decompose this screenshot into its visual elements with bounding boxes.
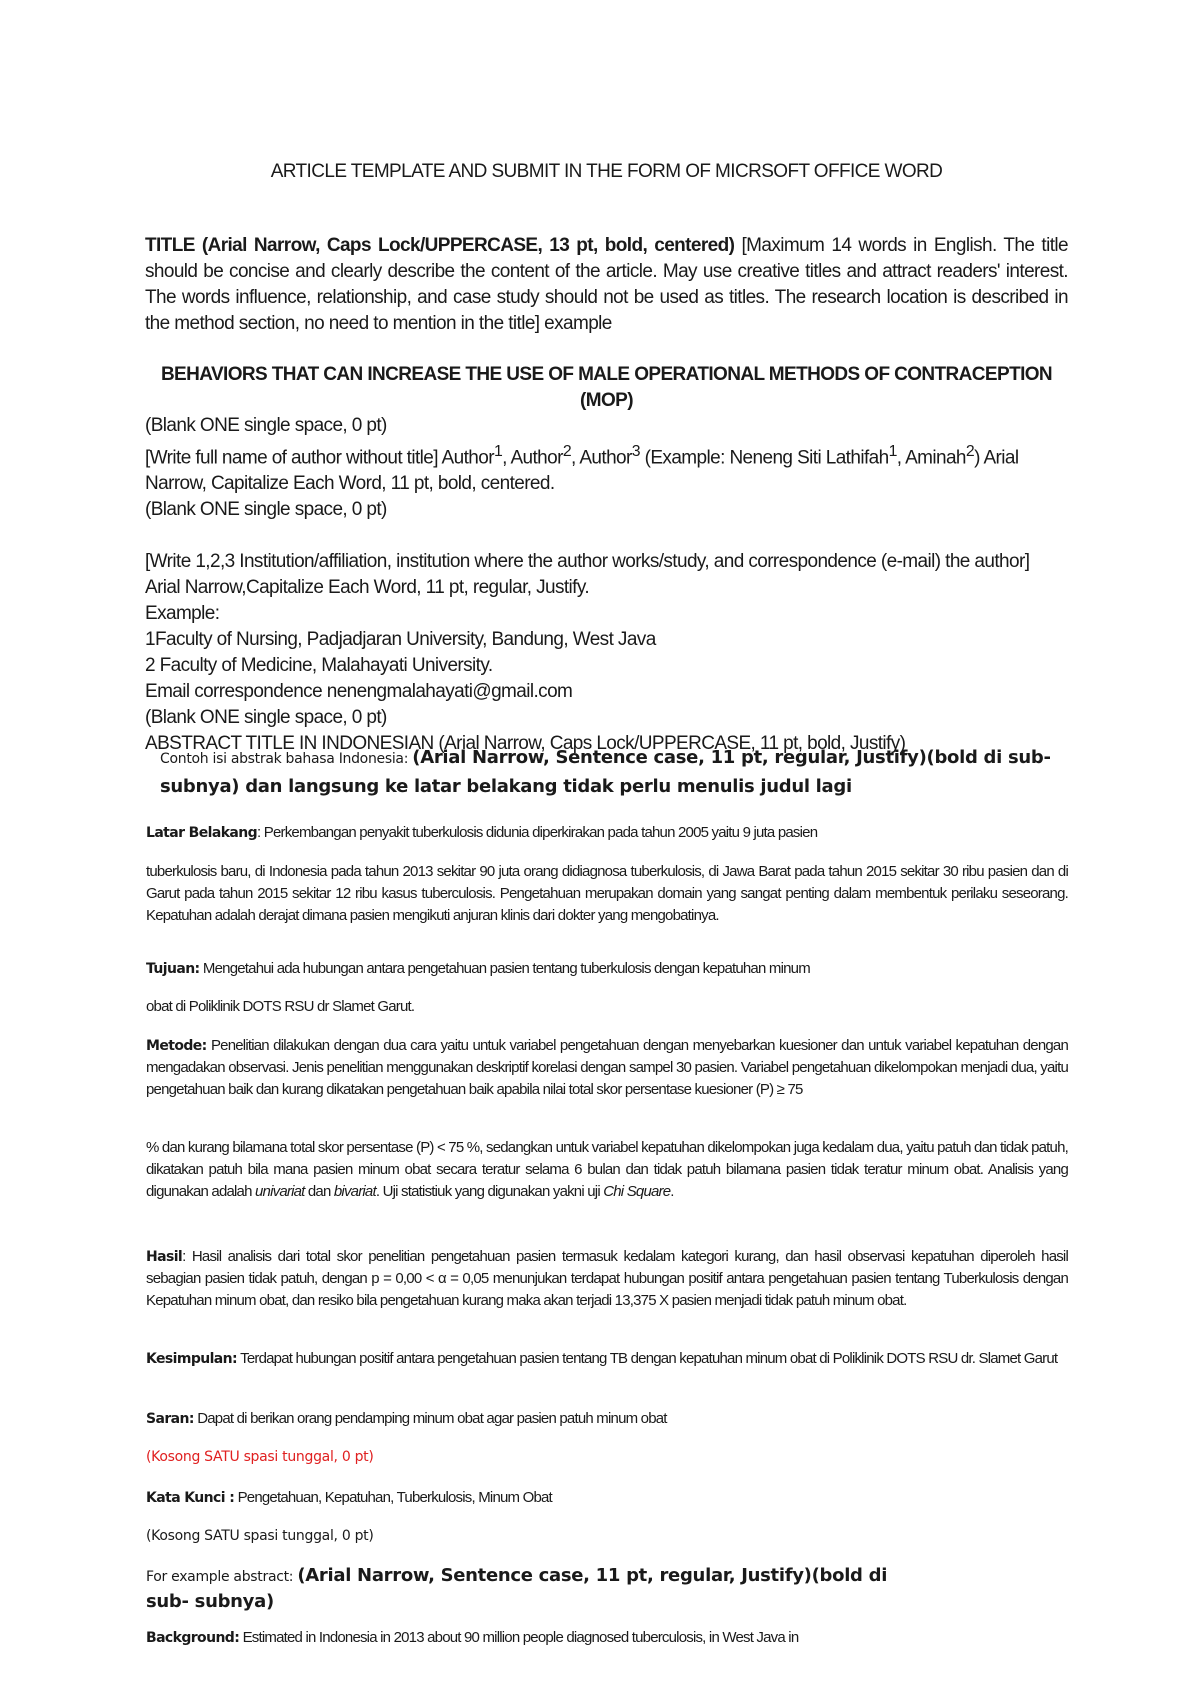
english-example-format-2: sub- subnya) (146, 1591, 274, 1612)
sup-2: 2 (562, 443, 572, 460)
chi-square-term: Chi Square (603, 1183, 671, 1200)
tujuan-line-2: obat di Poliklinik DOTS RSU dr Slamet Garut. (146, 998, 415, 1015)
institution-instruction: [Write 1,2,3 Institution/affiliation, institution where the author works/study, and correspondence (e-mail) the author] Arial Narrow,Capitalize Each Word, 11 pt, regular, Justify. (145, 551, 1030, 599)
title-instruction (145, 233, 1068, 337)
abstract-title-instruction: ABSTRACT TITLE IN INDONESIAN (Arial Narrow, Caps Lock/UPPERCASE, 11 pt, bold, Justify) (145, 733, 906, 755)
metode-label: Metode: (146, 1038, 207, 1054)
background-label: Background: (146, 1630, 240, 1646)
authors-text-d: (Example: Neneng Siti Lathifah (639, 447, 889, 469)
background-line (146, 1627, 1068, 1649)
kata-kunci-text: Pengetahuan, Kepatuhan, Tuberkulosis, Minum Obat (234, 1489, 552, 1506)
blank-line-2: (Blank ONE single space, 0 pt) (145, 499, 387, 521)
background-text: Estimated in Indonesia in 2013 about 90 million people diagnosed tuberculosis, in West Java in (239, 1629, 799, 1646)
authors-text-f: ) Arial Narrow, Capitalize Each Word, 11 pt, bold, centered. (145, 447, 1019, 495)
template-header: ARTICLE TEMPLATE AND SUBMIT IN THE FORM OF MICRSOFT OFFICE WORD (270, 161, 943, 182)
metode-paragraph-1 (146, 1035, 1068, 1101)
article-title: BEHAVIORS THAT CAN INCREASE THE USE OF MALE OPERATIONAL METHODS OF CONTRACEPTION (MOP) (160, 364, 1053, 411)
kata-kunci-label: Kata Kunci : (146, 1490, 235, 1506)
authors-line (145, 439, 1068, 497)
authors-text-e: , Aminah (896, 447, 966, 469)
sup-4: 1 (888, 443, 897, 460)
email-correspondence: Email correspondence nenengmalahayati@gmail.com (145, 681, 573, 703)
saran-label: Saran: (146, 1411, 194, 1427)
tujuan-text: Mengetahui ada hubungan antara pengetahuan pasien tentang tuberkulosis dengan kepatuhan minum (199, 960, 810, 977)
kata-kunci-line (146, 1487, 1068, 1509)
latar-belakang-text: : Perkembangan penyakit tuberkulosis didunia diperkirakan pada tahun 2005 yaitu 9 juta pasien (257, 824, 818, 841)
blank-line-3: (Blank ONE single space, 0 pt) (145, 707, 387, 729)
metode-text-2b: . Uji statistiuk yang digunakan yakni uji (375, 1183, 604, 1200)
metode-dan: dan (304, 1183, 334, 1200)
tujuan-label: Tujuan: (146, 961, 200, 977)
kesimpulan-paragraph (146, 1348, 1068, 1370)
title-instruction-bold: TITLE (Arial Narrow, Caps Lock/UPPERCASE, 13 pt, bold, centered) (145, 235, 735, 256)
indonesian-example-intro (160, 743, 1068, 801)
metode-text-1: Penelitian dilakukan dengan dua cara yaitu untuk variabel pengetahuan dengan menyebarkan kuesioner dan untuk variabel kepatuhan dengan mengadakan observasi. Jenis penelitian menggunakan deskriptif korelasi dengan sampel 30 pasien. Variabel pengetahuan dikelompokan menjadi dua, yaitu pengetahuan baik dan kurang dikatakan pengetahuan baik apabila nilai total skor persentase kuesioner (P) ≥ 75 (146, 1037, 1068, 1098)
kesimpulan-text: Terdapat hubungan positif antara pengetahuan pasien tentang TB dengan kepatuhan minum obat di Poliklinik DOTS RSU dr. Slamet Garut (237, 1350, 1058, 1367)
title-instruction-text: [Maximum 14 words in English. The title should be concise and clearly describe the content of the article. May use creative titles and attract readers' interest. The words influence, relationship, and case study should not be used as titles. The research location is described in the method section, no need to mention in the title] example (145, 235, 1068, 334)
authors-text-a: [Write full name of author without title] Author (145, 447, 494, 469)
english-example-intro (146, 1563, 1068, 1614)
latar-belakang-paragraph: tuberkulosis baru, di Indonesia pada tahun 2013 sekitar 90 juta orang didiagnosa tuberkulosis, di Jawa Barat pada tahun 2015 sekitar 30 ribu pasien dan di Garut pada tahun 2015 sekitar 12 ribu kasus tuberculosis. Pengetahuan merupakan domain yang sangat penting dalam membentuk perilaku seseorang. Kepatuhan adalah derajat dimana pasien mengikuti anjuran klinis dari dokter yang mengobatinya. (146, 863, 1068, 924)
sup-1: 1 (493, 443, 503, 460)
univariat-term: univariat (255, 1183, 305, 1200)
saran-text: Dapat di berikan orang pendamping minum obat agar pasien patuh minum obat (193, 1410, 667, 1427)
english-example-format-1: (Arial Narrow, Sentence case, 11 pt, regular, Justify)(bold di (297, 1565, 888, 1586)
latar-belakang-line (146, 822, 1068, 844)
blank-line-1: (Blank ONE single space, 0 pt) (145, 415, 387, 436)
hasil-paragraph (146, 1246, 1068, 1312)
affiliation-2: 2 Faculty of Medicine, Malahayati University. (145, 655, 493, 677)
metode-text-2a: % dan kurang bilamana total skor persentase (P) < 75 %, sedangkan untuk variabel kepatuhan dikelompokan juga kedalam dua, yaitu patuh dan tidak patuh, dikatakan patuh bila mana pasien minum obat secara teratur selama 6 bulan dan tidak patuh bilamana pasien tidak teratur minum obat. Analisis yang digunakan adalah (146, 1139, 1068, 1200)
authors-text-b: , Author (502, 447, 563, 469)
metode-end: . (670, 1183, 674, 1200)
english-example-lead: For example abstract: (146, 1569, 298, 1585)
meta-block (145, 413, 1068, 757)
kosong-red-note: (Kosong SATU spasi tunggal, 0 pt) (146, 1449, 374, 1465)
metode-paragraph-2 (146, 1137, 1068, 1203)
kesimpulan-label: Kesimpulan: (146, 1351, 238, 1367)
kosong-black-note: (Kosong SATU spasi tunggal, 0 pt) (146, 1528, 374, 1544)
example-label: Example: (145, 603, 220, 625)
indonesian-example-lead: Contoh isi abstrak bahasa Indonesia: (160, 751, 413, 767)
hasil-label: Hasil (146, 1249, 183, 1265)
sup-5: 2 (965, 443, 975, 460)
hasil-text: : Hasil analisis dari total skor penelitian pengetahuan pasien termasuk kedalam kategori kurang, dan hasil observasi kepatuhan diperoleh hasil sebagian pasien tidak patuh, dengan p = 0,00 < α = 0,05 menunjukan terdapat hubungan positif antara pengetahuan pasien tentang Tuberkulosis dengan Kepatuhan minum obat, dan resiko bila pengetahuan kurang maka akan terjadi 13,375 X pasien menjadi tidak patuh minum obat. (146, 1248, 1068, 1309)
tujuan-line (146, 958, 1068, 980)
sup-3: 3 (631, 443, 640, 460)
latar-belakang-label: Latar Belakang (146, 825, 258, 841)
affiliation-1: 1Faculty of Nursing, Padjadjaran University, Bandung, West Java (145, 629, 656, 651)
bivariat-term: bivariat (333, 1183, 376, 1200)
spacer (145, 523, 1068, 549)
indonesian-example-format: (Arial Narrow, Sentence case, 11 pt, regular, Justify)(bold di sub-subnya) dan langsung ke latar belakang tidak perlu menulis judul lagi (160, 747, 1051, 797)
saran-line (146, 1408, 1068, 1430)
authors-text-c: , Author (571, 447, 632, 469)
